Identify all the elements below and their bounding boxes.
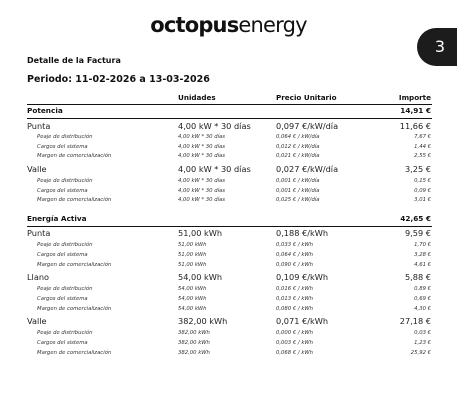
line-amount: 5,88 € — [404, 272, 431, 282]
sub-units: 382,00 kWh — [178, 340, 210, 346]
sub-label: Cargos del sistema — [37, 340, 88, 346]
line-amount: 27,18 € — [399, 316, 431, 326]
line-price: 0,071 €/kWh — [276, 316, 329, 326]
line-item-row — [0, 316, 457, 328]
line-label: Punta — [27, 228, 51, 238]
sub-price: 0,068 € / kWh — [276, 350, 314, 356]
line-label: Llano — [27, 272, 50, 282]
sub-label: Margen de comercialización — [37, 197, 112, 203]
sub-label: Cargos del sistema — [37, 252, 88, 258]
sub-amount: 3,28 € — [414, 252, 431, 258]
sub-label: Margen de comercialización — [37, 350, 112, 356]
sub-label: Margen de comercialización — [37, 306, 112, 312]
sub-item-row — [0, 350, 457, 362]
sub-units: 54,00 kWh — [178, 286, 207, 292]
sub-price: 0,025 € / kW/día — [276, 197, 320, 203]
line-amount: 9,59 € — [404, 228, 431, 238]
line-item-row — [0, 228, 457, 240]
sub-amount: 4,30 € — [414, 306, 431, 312]
line-item-row — [0, 121, 457, 133]
sub-price: 0,080 € / kWh — [276, 306, 314, 312]
column-header-unit-price: Precio Unitario — [276, 93, 337, 102]
line-units: 382,00 kWh — [178, 316, 228, 326]
billing-period: Periodo: 11-02-2026 a 13-03-2026 — [27, 74, 210, 85]
sub-units: 382,00 kWh — [178, 330, 210, 336]
line-amount: 3,25 € — [404, 164, 431, 174]
sub-price: 0,021 € / kW/día — [276, 153, 320, 159]
sub-label: Peaje de distribución — [37, 286, 93, 292]
sub-label: Peaje de distribución — [37, 178, 93, 184]
section-total: 42,65 € — [400, 214, 431, 223]
sub-price: 0,064 € / kWh — [276, 252, 314, 258]
sub-label: Peaje de distribución — [37, 330, 93, 336]
section-divider — [27, 226, 432, 227]
sub-amount: 1,70 € — [414, 242, 431, 248]
column-header-units: Unidades — [178, 93, 216, 102]
line-price: 0,097 €/kW/día — [276, 121, 339, 131]
sub-amount: 4,61 € — [414, 262, 431, 268]
line-label: Valle — [27, 164, 47, 174]
sub-units: 4,00 kW * 30 días — [178, 153, 226, 159]
sub-price: 0,090 € / kWh — [276, 262, 314, 268]
sub-price: 0,001 € / kW/día — [276, 188, 320, 194]
section-potencia — [0, 106, 457, 118]
section-total: 14,91 € — [400, 106, 431, 115]
line-units: 51,00 kWh — [178, 228, 223, 238]
sub-amount: 25,92 € — [410, 350, 431, 356]
sub-units: 4,00 kW * 30 días — [178, 134, 226, 140]
sub-label: Peaje de distribución — [37, 242, 93, 248]
sub-units: 51,00 kWh — [178, 252, 207, 258]
line-label: Valle — [27, 316, 47, 326]
sub-price: 0,000 € / kWh — [276, 330, 314, 336]
sub-price: 0,013 € / kWh — [276, 296, 314, 302]
sub-price: 0,064 € / kW/día — [276, 134, 320, 140]
sub-amount: 7,67 € — [414, 134, 431, 140]
sub-amount: 1,44 € — [414, 144, 431, 150]
sub-label: Margen de comercialización — [37, 153, 112, 159]
sub-price: 0,003 € / kWh — [276, 340, 314, 346]
sub-price: 0,016 € / kWh — [276, 286, 314, 292]
sub-label: Margen de comercialización — [37, 262, 112, 268]
section-label: Energía Activa — [27, 214, 87, 223]
sub-amount: 0,69 € — [414, 296, 431, 302]
sub-units: 4,00 kW * 30 días — [178, 188, 226, 194]
sub-amount: 0,03 € — [414, 330, 431, 336]
sub-amount: 2,55 € — [414, 153, 431, 159]
line-item-row — [0, 164, 457, 176]
sub-amount: 3,01 € — [414, 197, 431, 203]
column-header-amount: Importe — [398, 93, 431, 102]
sub-units: 51,00 kWh — [178, 262, 207, 268]
line-price: 0,027 €/kW/día — [276, 164, 339, 174]
invoice-detail-title: Detalle de la Factura — [27, 56, 121, 65]
octopus-energy-logo — [0, 12, 457, 38]
section-label: Potencia — [27, 106, 63, 115]
logo-word-octopus: octopus — [150, 13, 239, 37]
line-item-row — [0, 272, 457, 284]
line-price: 0,109 €/kWh — [276, 272, 329, 282]
sub-units: 382,00 kWh — [178, 350, 210, 356]
sub-units: 54,00 kWh — [178, 306, 207, 312]
sub-price: 0,033 € / kWh — [276, 242, 314, 248]
line-units: 4,00 kW * 30 días — [178, 121, 251, 131]
sub-price: 0,012 € / kW/día — [276, 144, 320, 150]
sub-item-row — [0, 197, 457, 209]
sub-price: 0,001 € / kW/día — [276, 178, 320, 184]
line-label: Punta — [27, 121, 51, 131]
sub-label: Cargos del sistema — [37, 144, 88, 150]
sub-amount: 1,23 € — [414, 340, 431, 346]
sub-amount: 0,89 € — [414, 286, 431, 292]
sub-units: 54,00 kWh — [178, 296, 207, 302]
line-units: 4,00 kW * 30 días — [178, 164, 251, 174]
logo-word-energy: energy — [238, 13, 307, 37]
sub-amount: 0,15 € — [414, 178, 431, 184]
section-energia-activa — [0, 214, 457, 226]
line-units: 54,00 kWh — [178, 272, 223, 282]
line-price: 0,188 €/kWh — [276, 228, 329, 238]
sub-label: Peaje de distribución — [37, 134, 93, 140]
sub-units: 4,00 kW * 30 días — [178, 197, 226, 203]
section-divider — [27, 118, 432, 119]
line-amount: 11,66 € — [399, 121, 431, 131]
sub-units: 4,00 kW * 30 días — [178, 144, 226, 150]
sub-units: 51,00 kWh — [178, 242, 207, 248]
sub-amount: 0,09 € — [414, 188, 431, 194]
sub-label: Cargos del sistema — [37, 296, 88, 302]
sub-label: Cargos del sistema — [37, 188, 88, 194]
page-number-badge: 3 — [417, 28, 457, 66]
header-divider — [27, 104, 432, 105]
sub-units: 4,00 kW * 30 días — [178, 178, 226, 184]
